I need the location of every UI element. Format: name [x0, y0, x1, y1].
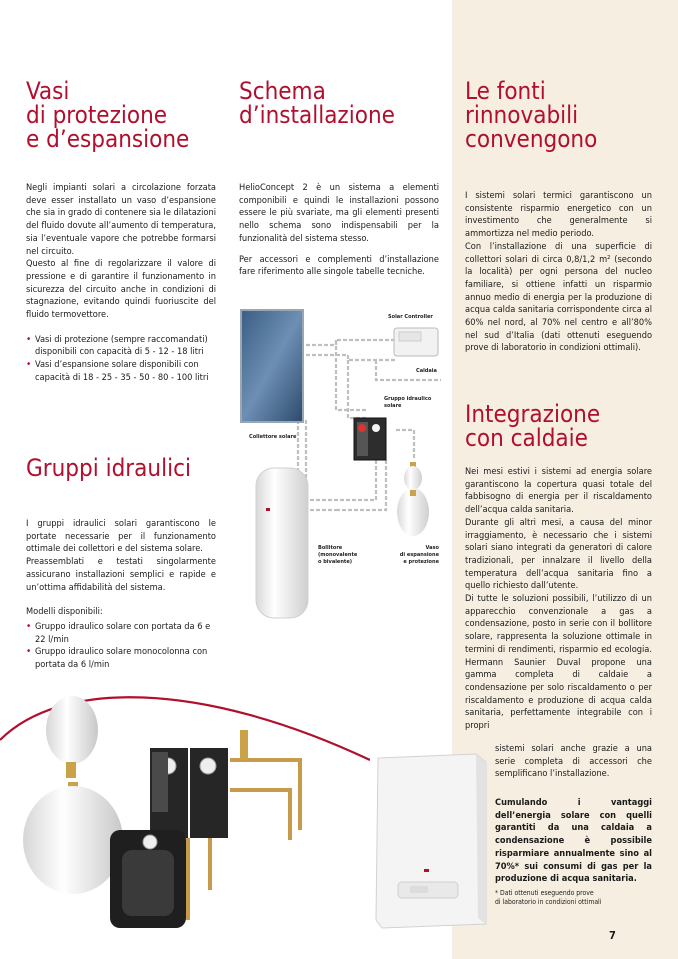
- gruppi-body: I gruppi idraulici solari garantiscono le portate necessarie per il funzionamento ottimale dei collettori e del sistema solare. Preassemblati e testati singolarmente assicurano installazioni semplici e rapide e un’ottima affidabilità del sistema. Modelli disponibili: • Gruppo idraulico solare con portata da 6 e 22 l/min • Gruppo idraulico solare monocolonna con portata da 6 l/min: [26, 518, 216, 672]
- label-bollitore: Bollitore (monovalente o bivalente): [318, 545, 358, 565]
- schema-body: HelioConcept 2 è un sistema a elementi componibili e quindi le installazioni possono essere le più svariate, ma gli elementi presenti nello schema sono indispensabili per la funzionalità del sistema stesso. Per accessori e complementi d’installazione fare riferimento alle singole tabelle tecniche.: [239, 182, 439, 278]
- label-gruppo-idraulico: Gruppo idraulico solare: [384, 396, 432, 409]
- label-caldaia: Caldaia: [416, 368, 437, 374]
- installation-diagram: [236, 300, 446, 620]
- integrazione-tail: sistemi solari anche grazie a una serie completa di accessori che semplificano l’installazione.: [495, 743, 652, 780]
- gruppi-bullet-list: [26, 621, 216, 672]
- expansion-vessel-image: [404, 466, 422, 490]
- footnote: * Dati ottenuti eseguendo prove di laboratorio in condizioni ottimali: [495, 889, 602, 906]
- page-number: 7: [609, 929, 616, 942]
- fonti-title: Le fonti rinnovabili convengono: [465, 77, 598, 153]
- vasi-bullet-list: [26, 334, 216, 385]
- modelli-label: Modelli disponibili:: [26, 606, 103, 618]
- label-vaso: Vaso di espansione e protezione: [399, 545, 439, 565]
- label-collettore: Collettore solare: [249, 434, 297, 440]
- list-item: • Gruppo idraulico solare monocolonna con portata da 6 l/min: [26, 646, 216, 671]
- integrazione-body: Nei mesi estivi i sistemi ad energia solare garantiscono la copertura quasi totale del fabbisogno di energia per il riscaldamento dell’acqua calda sanitaria. Durante gli altri mesi, a causa del minor irraggiamento, è necessario che i sistemi solari siano integrati da generatori di calore tradizionali, per innalzare il livello della temperatura dell’acqua sanitaria fino a quello richiesto dall’utente. Di tutte le soluzioni possibili, l’utilizzo di un apparecchio convenzionale a gas a condensazione, posto in serie con il bollitore solare, rappresenta la soluzione ottimale in termini di rendimenti, risparmio ed ecologia. Hermann Saunier Duval propone una gamma completa di caldaie a condensazione per solo riscaldamento o per riscaldamento e produzione di acqua calda sanitaria, perfettamente integrabile con i propri: [465, 466, 652, 732]
- condensing-boiler-image: [372, 752, 490, 930]
- solar-collector-image: [241, 310, 303, 422]
- gruppi-title: Gruppi idraulici: [26, 454, 191, 482]
- label-solar-controller: Solar Controller: [388, 314, 433, 320]
- product-photos: [0, 690, 370, 950]
- fonti-body: I sistemi solari termici garantiscono un consistente risparmio energetico con un investimento che generalmente si ammortizza nel medio periodo. Con l’installazione di una superficie di collettori solari di circa 0,8/1,2 m² (secondo la località) per ogni persona del nucleo familiare, si ottiene infatti un risparmio annuo medio di energia per la produzione di acqua calda sanitaria corrispondente circa al 60% nel nord, al 70% nel centro e all’80% nel sud d’Italia (dati ottenuti eseguendo prove di laboratorio in condizioni ottimali).: [465, 190, 652, 354]
- vasi-body: Negli impianti solari a circolazione forzata deve esser installato un vaso d’espansione che sia in grado di contenere sia le dilatazioni del fluido dovute all’aumento di temperatura, sia l’eventuale vapore che potrebbe formarsi nel circuito. Questo al fine di regolarizzare il valore di pressione e di garantire il funzionamento in sicurezza del circuito anche in condizioni di stagnazione, evitando quindi fuoriuscite del fluido termovettore. • Vasi di protezione (sempre raccomandati) disponibili con capacità di 5 - 12 - 18 litri • Vasi d’espansione solare disponibili con capacità di 18 - 25 - 35 - 50 - 80 - 100 litri: [26, 182, 216, 385]
- list-item: • Gruppo idraulico solare con portata da 6 e 22 l/min: [26, 621, 216, 646]
- schema-title: Schema d’installazione: [239, 77, 395, 129]
- list-item: • Vasi di protezione (sempre raccomandati) disponibili con capacità di 5 - 12 - 18 litri: [26, 334, 216, 359]
- storage-tank-image: [256, 468, 308, 618]
- integrazione-title: Integrazione con caldaie: [465, 400, 601, 452]
- vasi-title: Vasi di protezione e d’espansione: [26, 77, 190, 153]
- list-item: • Vasi d’espansione solare disponibili con capacità di 18 - 25 - 35 - 50 - 80 - 100 litri: [26, 359, 216, 384]
- highlight-text: Cumulando i vantaggi dell’energia solare con quelli garantiti da una caldaia a condensazione è possibile risparmiare annualmente sino al 70%* sui consumi di gas per la produzione di acqua sanitaria.: [495, 797, 652, 885]
